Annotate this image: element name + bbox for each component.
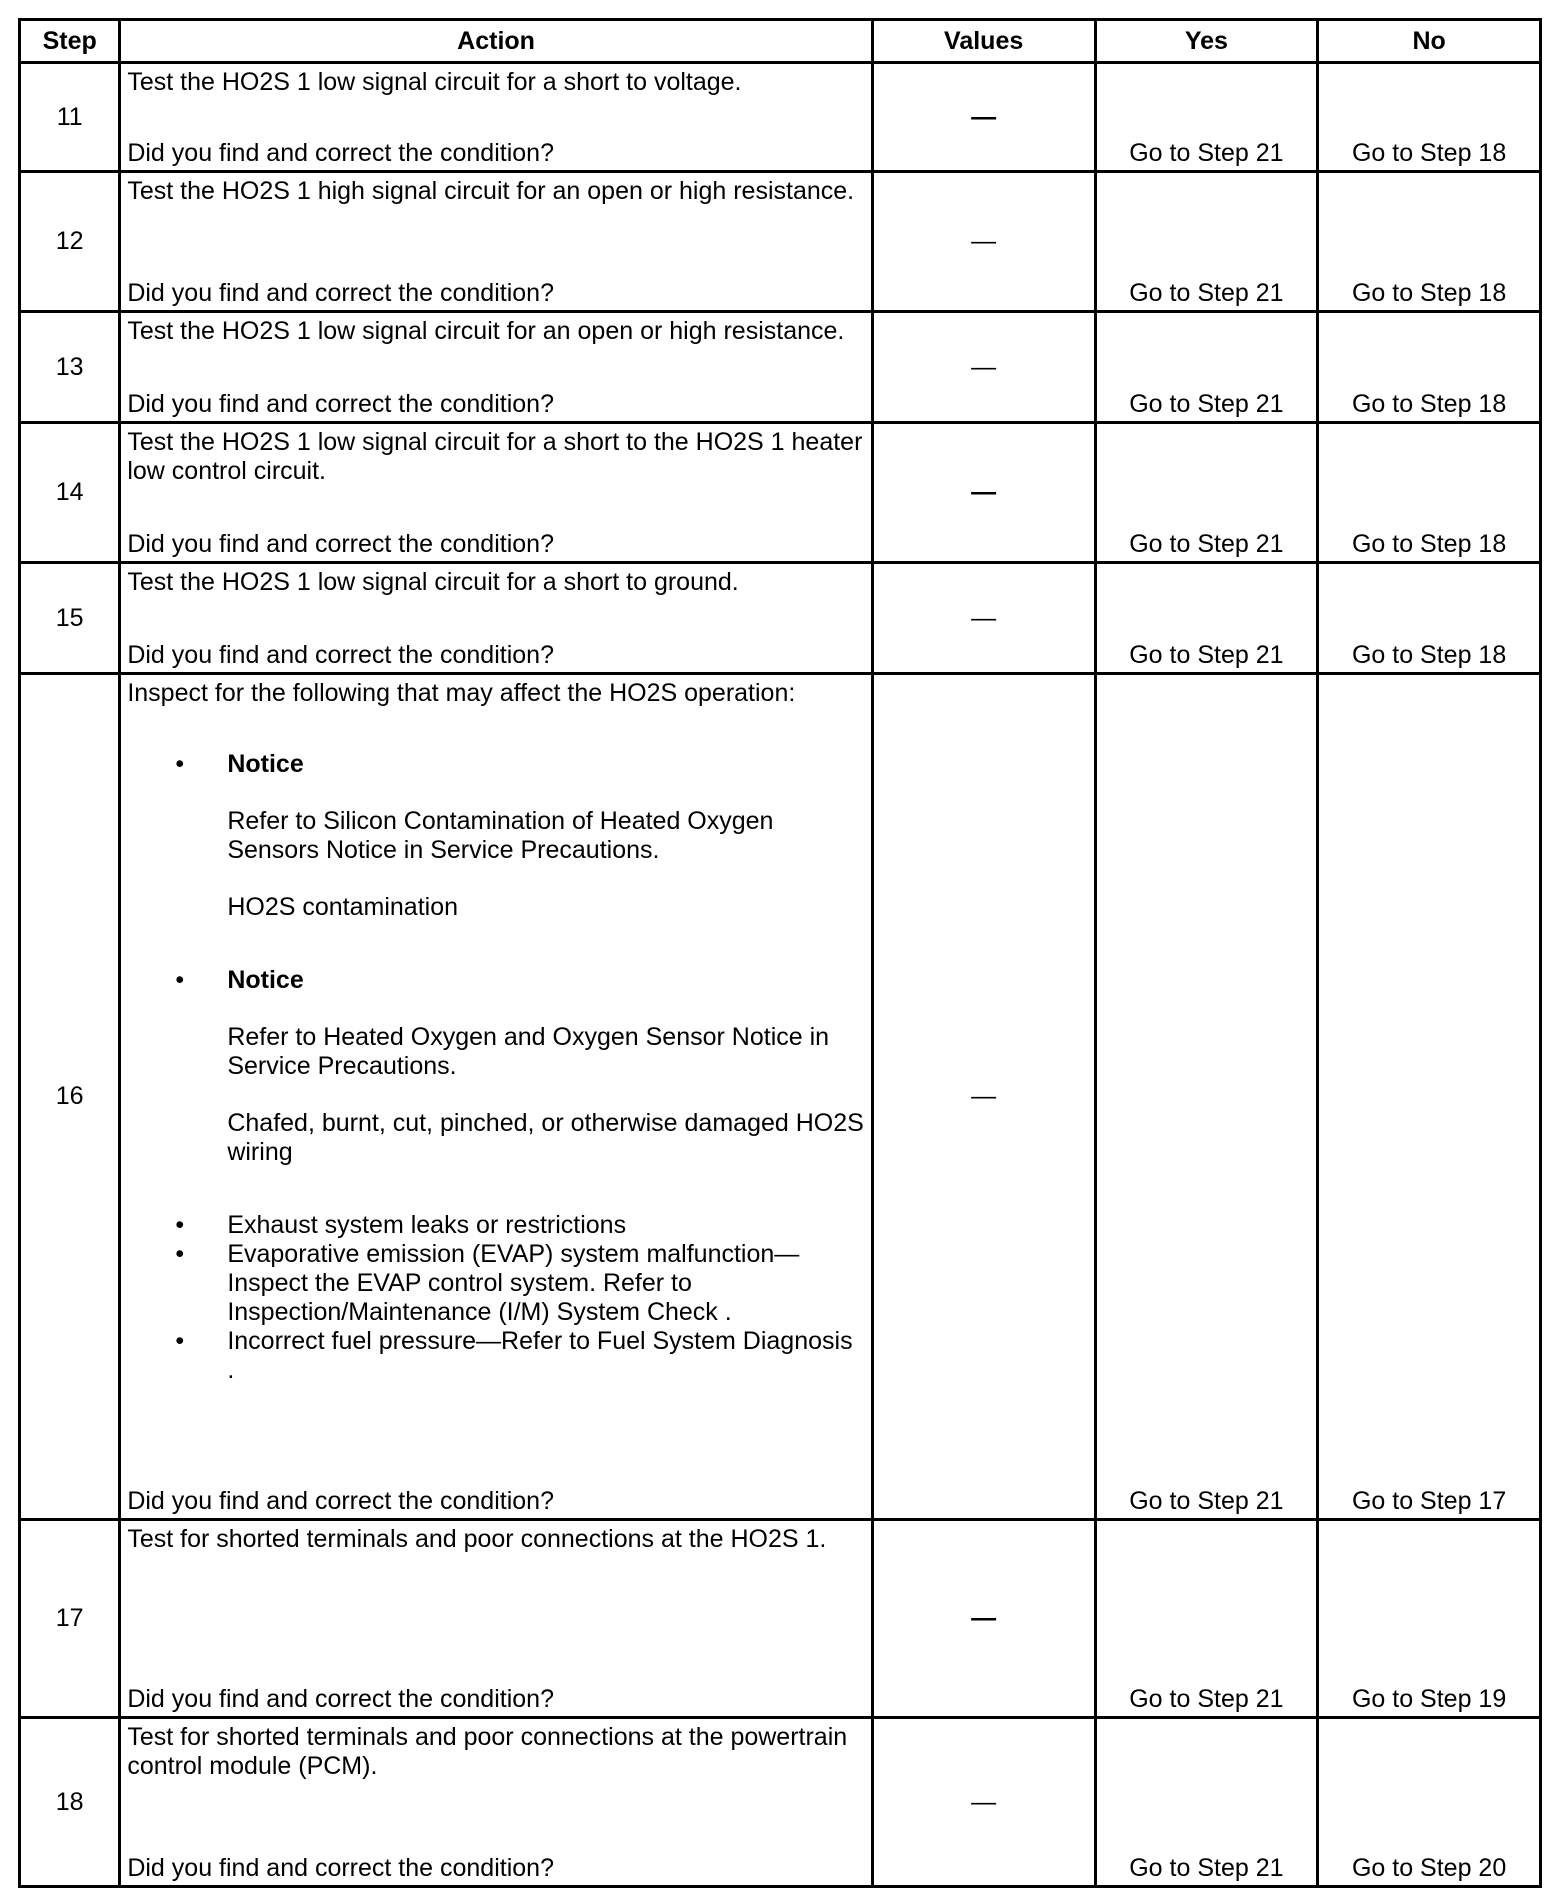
step-number: 18 <box>20 1718 120 1887</box>
list-item-text: Incorrect fuel pressure—Refer to Fuel System Diagnosis <box>227 1327 853 1355</box>
values-cell: — <box>872 312 1095 423</box>
yes-cell: Go to Step 21 <box>1095 674 1318 1520</box>
step-number: 11 <box>20 63 120 172</box>
table-row <box>20 312 1541 423</box>
no-cell: Go to Step 18 <box>1318 563 1541 674</box>
step-number: 16 <box>20 674 120 1520</box>
header-action: Action <box>120 20 872 63</box>
diagnostic-table <box>18 18 1542 1888</box>
header-values: Values <box>872 20 1095 63</box>
no-cell: Go to Step 18 <box>1318 172 1541 312</box>
table-row <box>20 1520 1541 1718</box>
no-cell: Go to Step 18 <box>1318 423 1541 563</box>
no-cell: Go to Step 18 <box>1318 312 1541 423</box>
action-text: Test the HO2S 1 high signal circuit for an open or high resistance. <box>127 177 855 205</box>
table-row <box>20 563 1541 674</box>
action-question: Did you find and correct the condition? <box>127 1854 554 1882</box>
yes-cell: Go to Step 21 <box>1095 1718 1318 1887</box>
list-item <box>127 966 864 1167</box>
action-body <box>127 679 864 1385</box>
bullet-icon: • <box>175 1327 185 1355</box>
yes-cell: Go to Step 21 <box>1095 1520 1318 1718</box>
header-no: No <box>1318 20 1541 63</box>
yes-cell: Go to Step 21 <box>1095 312 1318 423</box>
action-question: Did you find and correct the condition? <box>127 1487 554 1515</box>
notice-list <box>127 750 864 1167</box>
notice-title: Notice <box>227 750 304 778</box>
action-cell <box>120 312 872 423</box>
step-number: 15 <box>20 563 120 674</box>
no-cell: Go to Step 20 <box>1318 1718 1541 1887</box>
action-text: Test the HO2S 1 low signal circuit for a short to voltage. <box>127 68 742 96</box>
yes-cell: Go to Step 21 <box>1095 172 1318 312</box>
values-cell: — <box>872 1718 1095 1887</box>
notice-text: Refer to Heated Oxygen and Oxygen Sensor Notice in Service Precautions. <box>227 1023 830 1080</box>
list-item-text: Evaporative emission (EVAP) system malfunction—Inspect the EVAP control system. Refer to Inspection/Maintenance (I/M) System Check . <box>227 1240 800 1326</box>
action-cell <box>120 674 872 1520</box>
action-text: Test the HO2S 1 low signal circuit for a short to ground. <box>127 568 739 596</box>
action-cell <box>120 1520 872 1718</box>
bullet-icon: • <box>175 966 185 994</box>
action-question: Did you find and correct the condition? <box>127 390 554 418</box>
action-question: Did you find and correct the condition? <box>127 530 554 558</box>
action-question: Did you find and correct the condition? <box>127 139 554 167</box>
action-cell <box>120 563 872 674</box>
action-text: Test for shorted terminals and poor connections at the powertrain control module (PCM). <box>127 1723 848 1780</box>
header-row <box>20 20 1541 63</box>
trailing-period: . <box>227 1356 235 1384</box>
table-row <box>20 63 1541 172</box>
step-number: 13 <box>20 312 120 423</box>
action-cell <box>120 1718 872 1887</box>
action-cell <box>120 172 872 312</box>
values-cell: — <box>872 563 1095 674</box>
bullet-icon: • <box>175 750 185 778</box>
values-cell: — <box>872 423 1095 563</box>
no-cell: Go to Step 19 <box>1318 1520 1541 1718</box>
step-number: 12 <box>20 172 120 312</box>
inspection-list <box>127 1211 864 1356</box>
bullet-icon: • <box>175 1211 185 1239</box>
values-cell: — <box>872 1520 1095 1718</box>
action-cell <box>120 63 872 172</box>
notice-item-text: HO2S contamination <box>227 893 459 921</box>
yes-cell: Go to Step 21 <box>1095 423 1318 563</box>
header-step: Step <box>20 20 120 63</box>
action-intro: Inspect for the following that may affect the HO2S operation: <box>127 679 796 707</box>
action-text: Test the HO2S 1 low signal circuit for a short to the HO2S 1 heater low control circuit. <box>127 428 863 485</box>
values-cell: — <box>872 63 1095 172</box>
notice-title: Notice <box>227 966 304 994</box>
list-item <box>127 1211 864 1240</box>
table-row <box>20 674 1541 1520</box>
no-cell: Go to Step 17 <box>1318 674 1541 1520</box>
action-text: Test the HO2S 1 low signal circuit for an open or high resistance. <box>127 317 845 345</box>
values-cell: — <box>872 674 1095 1520</box>
table-row <box>20 1718 1541 1887</box>
values-cell: — <box>872 172 1095 312</box>
list-item <box>127 1327 864 1356</box>
list-item <box>127 750 864 922</box>
action-question: Did you find and correct the condition? <box>127 1685 554 1713</box>
step-number: 17 <box>20 1520 120 1718</box>
list-item <box>127 1240 864 1327</box>
bullet-icon: • <box>175 1240 185 1268</box>
table-row <box>20 423 1541 563</box>
step-number: 14 <box>20 423 120 563</box>
notice-item-text: Chafed, burnt, cut, pinched, or otherwise damaged HO2S wiring <box>227 1109 864 1166</box>
table-row <box>20 172 1541 312</box>
action-question: Did you find and correct the condition? <box>127 641 554 669</box>
action-cell <box>120 423 872 563</box>
notice-text: Refer to Silicon Contamination of Heated Oxygen Sensors Notice in Service Precautions. <box>227 807 774 864</box>
yes-cell: Go to Step 21 <box>1095 63 1318 172</box>
no-cell: Go to Step 18 <box>1318 63 1541 172</box>
yes-cell: Go to Step 21 <box>1095 563 1318 674</box>
action-text: Test for shorted terminals and poor connections at the HO2S 1. <box>127 1525 827 1553</box>
action-question: Did you find and correct the condition? <box>127 279 554 307</box>
header-yes: Yes <box>1095 20 1318 63</box>
list-item-text: Exhaust system leaks or restrictions <box>227 1211 627 1239</box>
